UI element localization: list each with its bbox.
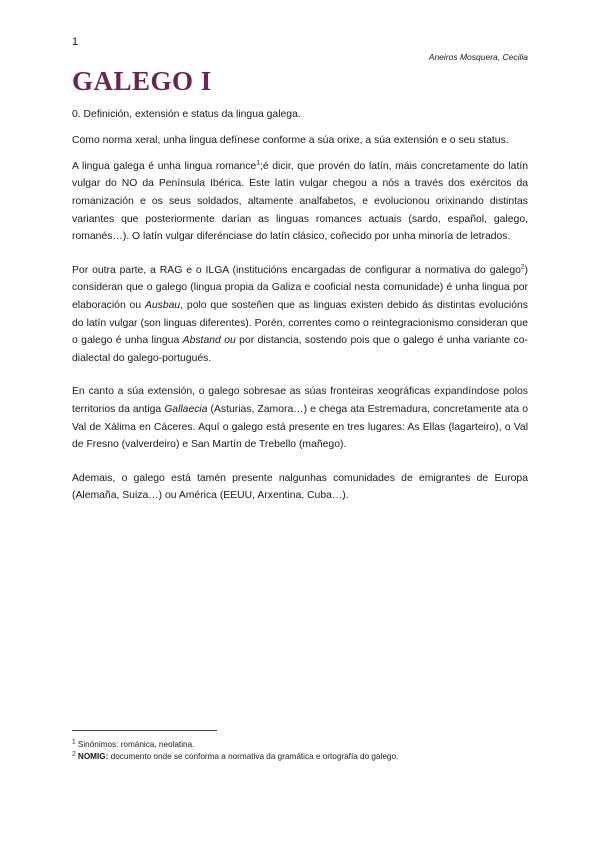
footnote-text: documento onde se conforma a normativa da gramática e ortografía do galego. xyxy=(108,752,399,761)
paragraph-text: , polo que sosteñen que as linguas existen debido ás distintas evolucións do latín vulgar (son linguas diferentes). Porén, correntes como o reintegracionismo consideran que o galego é unha lingua xyxy=(72,299,528,347)
footnote-separator xyxy=(72,730,217,731)
paragraph-text: ) consideran que o galego (lingua propia da Galiza e cooficial nesta comunidade) é unha lingua por elaboración ou xyxy=(72,264,528,311)
paragraph-text: Por outra parte, a RAG e o ILGA (institucións encargadas de configurar a normativa do galego xyxy=(72,264,521,276)
paragraph-text: En canto a súa extensión, o galego sobresae as súas fronteiras xeográficas expandíndose polos territorios da antiga xyxy=(72,386,528,415)
footnote-mark: 2 xyxy=(72,750,76,758)
document-body xyxy=(72,106,528,513)
paragraph-text: por distancia, sostendo pois que o galego é unha variante co-dialectal do galego-portugués. xyxy=(72,335,528,364)
paragraph-definition: Como norma xeral, unha lingua defínese conforme a súa orixe, a súa extensión e o seu status. xyxy=(72,134,509,146)
footnote-text: Sinónimos: románica, neolatina. xyxy=(75,740,195,749)
footnote-ref-2[interactable]: 2 xyxy=(520,263,525,271)
paragraph-origin xyxy=(72,158,528,246)
footnote-1 xyxy=(72,739,532,751)
footnote-mark: 1 xyxy=(72,738,76,746)
footnote-2 xyxy=(72,751,532,763)
footnotes xyxy=(72,739,532,763)
term-abstand: Abstand ou xyxy=(182,335,236,347)
paragraph-text: ;é dicir, que provén do latín, máis concretamente do latín vulgar do NO da Península Ibérica. Este latín vulgar chegou a nós a través dos exércitos da romanización e os seus soldados, altamente analfabetos, e evolucionou orixinando distintas variantes que posteriormente darían as linguas romances actuais (sardo, español, galego, romanés…). O latín vulgar diferénciase do latín clásico, coñecido por unha minoría de letrados. xyxy=(72,160,528,243)
term-ausbau: Ausbau xyxy=(144,299,181,311)
paragraph-text: (Asturias, Zamora…) e chega ata Estremadura, concretamente ata o Val de Xálima en Cáceres. Aquí o galego está presente en tres lugares: As Ellas (lagarteiro), o Val de Fresno (valverdeiro) e San Martín de Trebello (mañego). xyxy=(72,403,528,451)
paragraph-text: A lingua galega é unha lingua romance xyxy=(72,160,257,172)
footnote-ref-1[interactable]: 1 xyxy=(256,159,260,167)
paragraph-extension xyxy=(72,383,528,453)
paragraph-status xyxy=(72,262,528,368)
paragraph-emigrants: Ademais, o galego está tamén presente nalgunhas comunidades de emigrantes de Europa (Alemaña, Suiza…) ou América (EEUU, Arxentina, Cuba…). xyxy=(72,472,528,502)
section-heading: 0. Definición, extensión e status da lingua galega. xyxy=(72,109,301,120)
term-gallaecia: Gallaecia xyxy=(164,403,208,415)
footnote-label: NOMIG: xyxy=(75,752,109,761)
document-title: GALEGO I xyxy=(72,66,212,96)
author-header: Aneiros Mosquera, Cecilia xyxy=(428,52,528,62)
page-number: 1 xyxy=(72,36,79,48)
